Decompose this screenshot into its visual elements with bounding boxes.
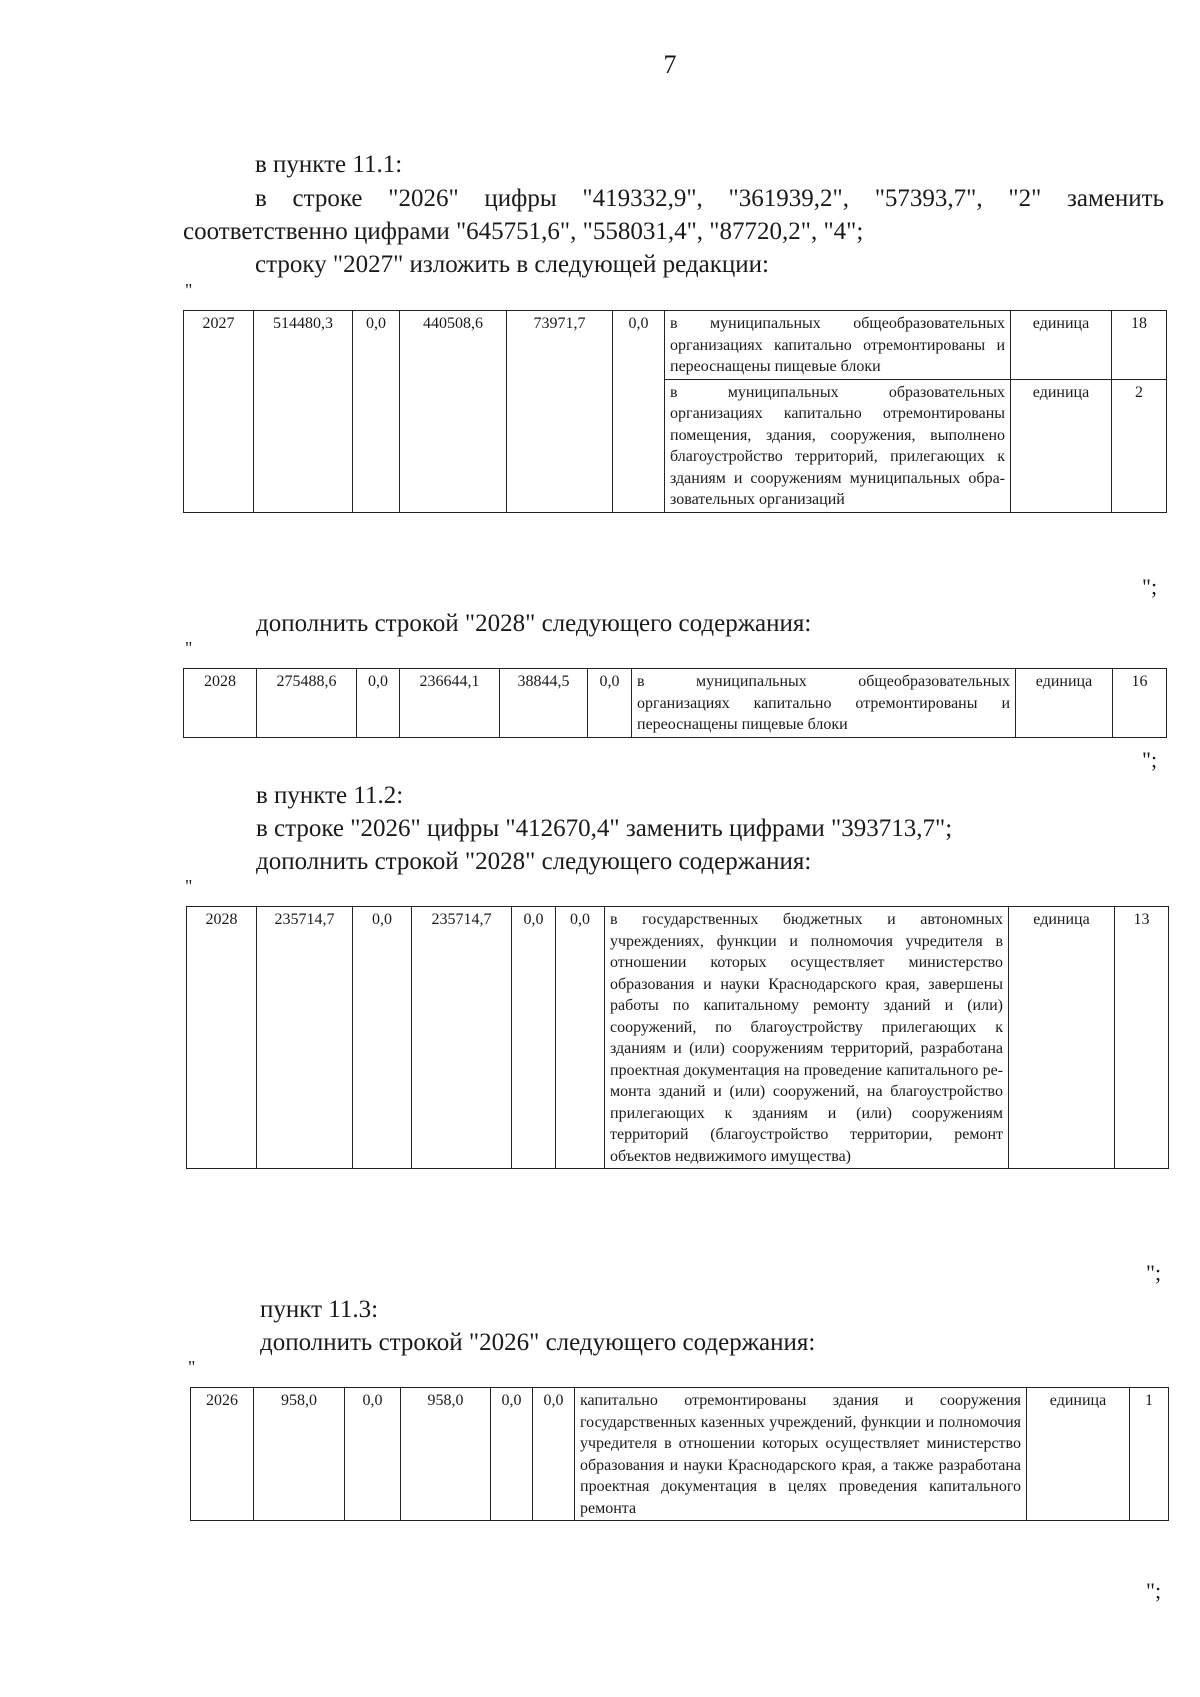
- value-cell: 0,0: [353, 907, 412, 1169]
- total-cell: 514480,3: [254, 311, 353, 513]
- value-cell: 0,0: [613, 311, 665, 513]
- opening-quote: ": [185, 876, 193, 896]
- table-row: [184, 311, 1167, 380]
- description-cell: в муниципальных общеобразовательных организациях капитально отремонтированы и переоснащены пищевые блоки: [632, 669, 1016, 738]
- table-2028-11-1: [183, 668, 1167, 738]
- value-cell: 0,0: [533, 1388, 575, 1521]
- section-11-1-add-line: дополнить строкой "2028" следующего содержания:: [256, 610, 812, 637]
- value-cell: 0,0: [345, 1388, 401, 1521]
- unit-cell: единица: [1011, 379, 1112, 512]
- section-11-2-heading: в пункте 11.2:: [256, 782, 404, 809]
- value-cell: 0,0: [556, 907, 605, 1169]
- section-11-1-heading: в пункте 11.1:: [255, 151, 403, 178]
- description-cell: в муниципальных образовательных организациях капитально отремонтированы помещения, здания, сооружения, выполнено благоустройство территорий, прилегающих к зданиям и сооружениям муниципальных образовательных организаций: [665, 379, 1011, 512]
- year-cell: 2027: [184, 311, 254, 513]
- year-cell: 2026: [191, 1388, 254, 1521]
- description-cell: капитально отремонтированы здания и сооружения государственных казенных учреждений, функции и полномочия учредителя в отношении которых осуществляет министерство образования и науки Краснодарского края, а также разработана проектная документация в целях проведения капитального ремонта: [575, 1388, 1027, 1521]
- section-11-1-line2: соответственно цифрами "645751,6", "558031,4", "87720,2", "4";: [183, 218, 864, 245]
- value-cell: 0,0: [357, 669, 400, 738]
- opening-quote: ": [185, 280, 193, 300]
- value-cell: 73971,7: [507, 311, 613, 513]
- year-cell: 2028: [184, 669, 257, 738]
- opening-quote: ": [188, 1357, 196, 1377]
- unit-cell: единица: [1009, 907, 1115, 1169]
- opening-quote: ": [185, 638, 193, 658]
- closing-quote: ";: [1142, 747, 1158, 772]
- section-11-3-heading: пункт 11.3:: [260, 1296, 379, 1323]
- section-11-3-line1: дополнить строкой "2026" следующего содержания:: [260, 1329, 816, 1356]
- total-cell: 275488,6: [257, 669, 357, 738]
- value-cell: 38844,5: [500, 669, 588, 738]
- table-row: [191, 1388, 1169, 1521]
- value-cell: 0,0: [491, 1388, 533, 1521]
- count-cell: 1: [1130, 1388, 1169, 1521]
- value-cell: 0,0: [353, 311, 400, 513]
- table-2028-11-2: [186, 906, 1169, 1169]
- year-cell: 2028: [187, 907, 257, 1169]
- description-cell: в государственных бюджетных и автономных учреждениях, функции и полномочия учредителя в отношении которых осуществляет министерство образования и науки Краснодарского края, завершены работы по капитальному ремонту зданий и (или) сооружений, по благоустройству прилегающих к зданиям и (или) сооружениям территорий, разработана проектная документация на проведение капитального ремонта зданий и (или) сооружений, на благоустройство прилегающих к зданиям и (или) сооружениям территорий (благоустройство территории, ремонт объектов недвижимого имущества): [605, 907, 1009, 1169]
- table-row: [187, 907, 1169, 1169]
- count-cell: 18: [1112, 311, 1167, 380]
- section-11-2-line2: дополнить строкой "2028" следующего содержания:: [256, 848, 812, 875]
- section-11-1-line1: в строке "2026" цифры "419332,9", "361939,2", "57393,7", "2" заменить: [255, 185, 1164, 212]
- total-cell: 958,0: [254, 1388, 345, 1521]
- description-cell: в муниципальных общеобразовательных организациях капитально отремонтированы и переоснащены пищевые блоки: [665, 311, 1011, 380]
- count-cell: 13: [1115, 907, 1169, 1169]
- table-row: [184, 669, 1167, 738]
- value-cell: 440508,6: [400, 311, 507, 513]
- unit-cell: единица: [1016, 669, 1113, 738]
- total-cell: 235714,7: [257, 907, 353, 1169]
- value-cell: 0,0: [512, 907, 556, 1169]
- value-cell: 958,0: [401, 1388, 491, 1521]
- page-number: 7: [663, 50, 677, 79]
- unit-cell: единица: [1011, 311, 1112, 380]
- unit-cell: единица: [1027, 1388, 1130, 1521]
- table-2026-11-3: [190, 1387, 1169, 1521]
- closing-quote: ";: [1142, 574, 1158, 599]
- count-cell: 2: [1112, 379, 1167, 512]
- count-cell: 16: [1113, 669, 1167, 738]
- value-cell: 0,0: [588, 669, 632, 738]
- value-cell: 235714,7: [412, 907, 512, 1169]
- closing-quote: ";: [1146, 1578, 1162, 1603]
- section-11-1-line3: строку "2027" изложить в следующей редакции:: [255, 251, 769, 278]
- closing-quote: ";: [1146, 1260, 1162, 1285]
- table-2027: [183, 310, 1167, 513]
- value-cell: 236644,1: [400, 669, 500, 738]
- section-11-2-line1: в строке "2026" цифры "412670,4" заменить цифрами "393713,7";: [256, 815, 953, 842]
